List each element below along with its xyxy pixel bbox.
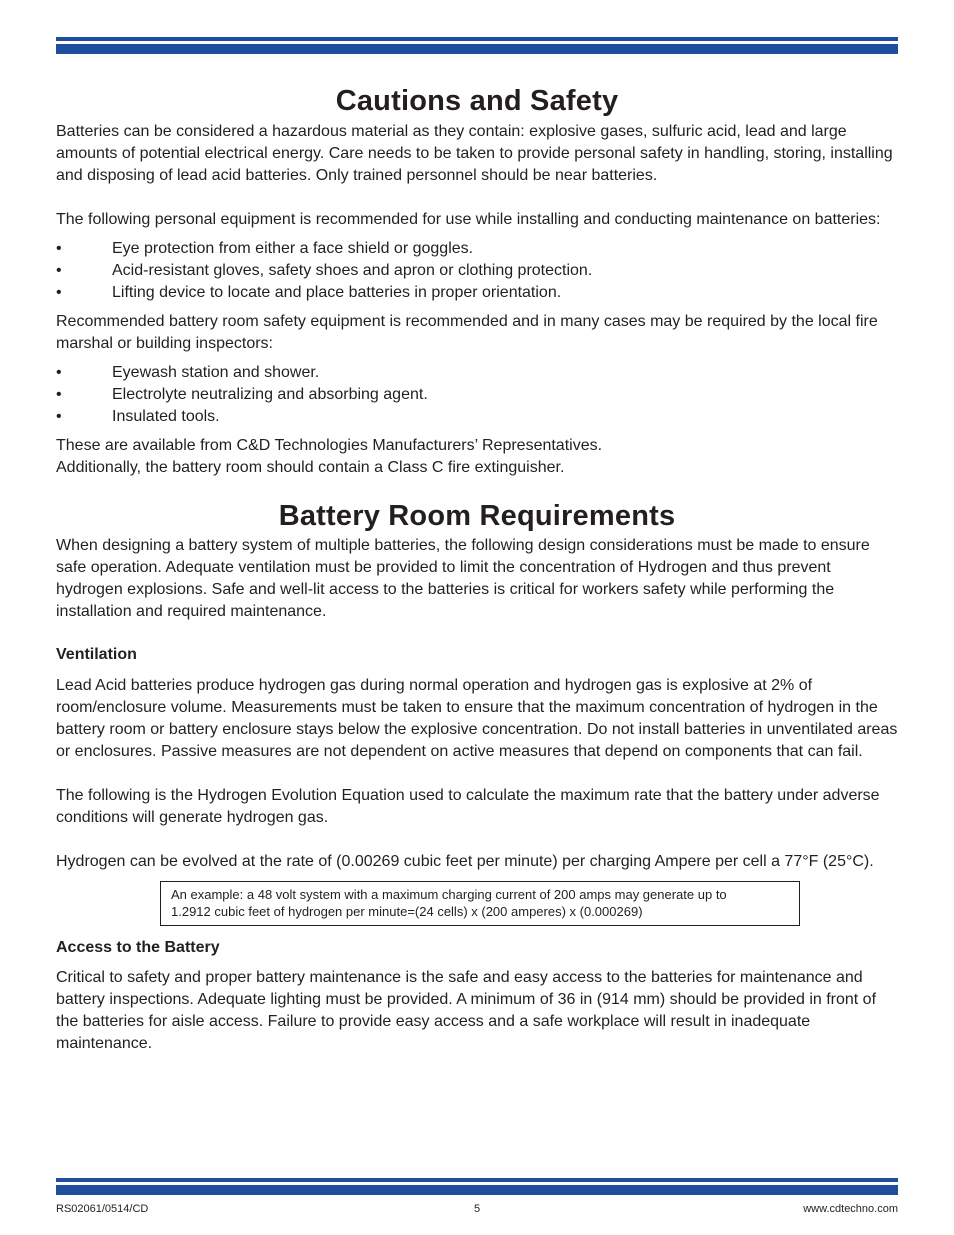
access-para: Critical to safety and proper battery maintenance is the safe and easy access to the batteries for maintenance and battery inspections. Adequate lighting must be provided. A minimum of 36 in (914 mm) should be provided in front of the batteries for aisle access. Failure to provide easy access and a safe workplace will result in inadequate maintenance. bbox=[56, 969, 877, 1052]
cautions-intro: Batteries can be considered a hazardous material as they contain: explosive gases, sulfuric acid, lead and large amounts of potential electrical energy. Care needs to be taken to provide personal safety in handling, storing, installing and disposing of lead acid batteries. Only trained personnel should be near batteries. bbox=[56, 123, 893, 184]
availability-line-1: These are available from C&D Technologies Manufacturers’ Representatives. bbox=[56, 437, 603, 454]
cautions-safety-title: Cautions and Safety bbox=[335, 85, 619, 117]
equipment-list bbox=[56, 238, 898, 304]
availability-line-2: Additionally, the battery room should contain a Class C fire extinguisher. bbox=[56, 459, 565, 476]
page-content bbox=[56, 84, 898, 1055]
ventilation-para-3: Hydrogen can be evolved at the rate of (0.00269 cubic feet per minute) per charging Ampere per cell a 77°F (25°C). bbox=[56, 853, 874, 870]
doc-number: RS02061/0514/CD bbox=[56, 1203, 149, 1215]
example-line-1: An example: a 48 volt system with a maximum charging current of 200 amps may generate up to bbox=[171, 887, 727, 902]
page-number: 5 bbox=[473, 1203, 481, 1215]
list-item: • Lifting device to locate and place batteries in proper orientation. bbox=[56, 284, 562, 301]
example-box bbox=[160, 881, 800, 926]
footer-rule bbox=[56, 1178, 898, 1195]
access-heading: Access to the Battery bbox=[56, 939, 220, 956]
room-equipment-intro: Recommended battery room safety equipment is recommended and in many cases may be required by the local fire marshal or building inspectors: bbox=[56, 313, 878, 352]
list-item: • Acid-resistant gloves, safety shoes and apron or clothing protection. bbox=[56, 262, 593, 279]
list-item: • Eye protection from either a face shield or goggles. bbox=[56, 240, 474, 257]
ventilation-para-1: Lead Acid batteries produce hydrogen gas during normal operation and hydrogen gas is explosive at 2% of room/enclosure volume. Measurements must be taken to ensure that the maximum concentration of hydrogen in the battery room or battery enclosure stays below the explosive concentration. Do not install batteries in unventilated areas or enclosures. Passive measures are not dependent on active measures that depend on components that can fail. bbox=[56, 677, 898, 760]
list-item: • Electrolyte neutralizing and absorbing agent. bbox=[56, 386, 428, 403]
list-item: • Eyewash station and shower. bbox=[56, 364, 320, 381]
ventilation-heading: Ventilation bbox=[56, 646, 137, 663]
equipment-intro: The following personal equipment is recommended for use while installing and conducting maintenance on batteries: bbox=[56, 211, 881, 228]
website-link[interactable]: www.cdtechno.com bbox=[803, 1203, 898, 1215]
example-line-2: 1.2912 cubic feet of hydrogen per minute=(24 cells) x (200 amperes) x (0.000269) bbox=[171, 904, 643, 919]
room-equipment-list bbox=[56, 362, 898, 428]
ventilation-para-2: The following is the Hydrogen Evolution Equation used to calculate the maximum rate that the battery under adverse conditions will generate hydrogen gas. bbox=[56, 787, 880, 826]
list-item: • Insulated tools. bbox=[56, 408, 220, 425]
battery-room-title: Battery Room Requirements bbox=[278, 500, 676, 532]
header-rule bbox=[56, 37, 898, 54]
battery-room-intro: When designing a battery system of multiple batteries, the following design considerations must be made to ensure safe operation. Adequate ventilation must be provided to limit the concentration of Hydrogen and thus prevent hydrogen explosions. Safe and well-lit access to the batteries is critical for workers safety while performing the installation and required maintenance. bbox=[56, 537, 870, 620]
